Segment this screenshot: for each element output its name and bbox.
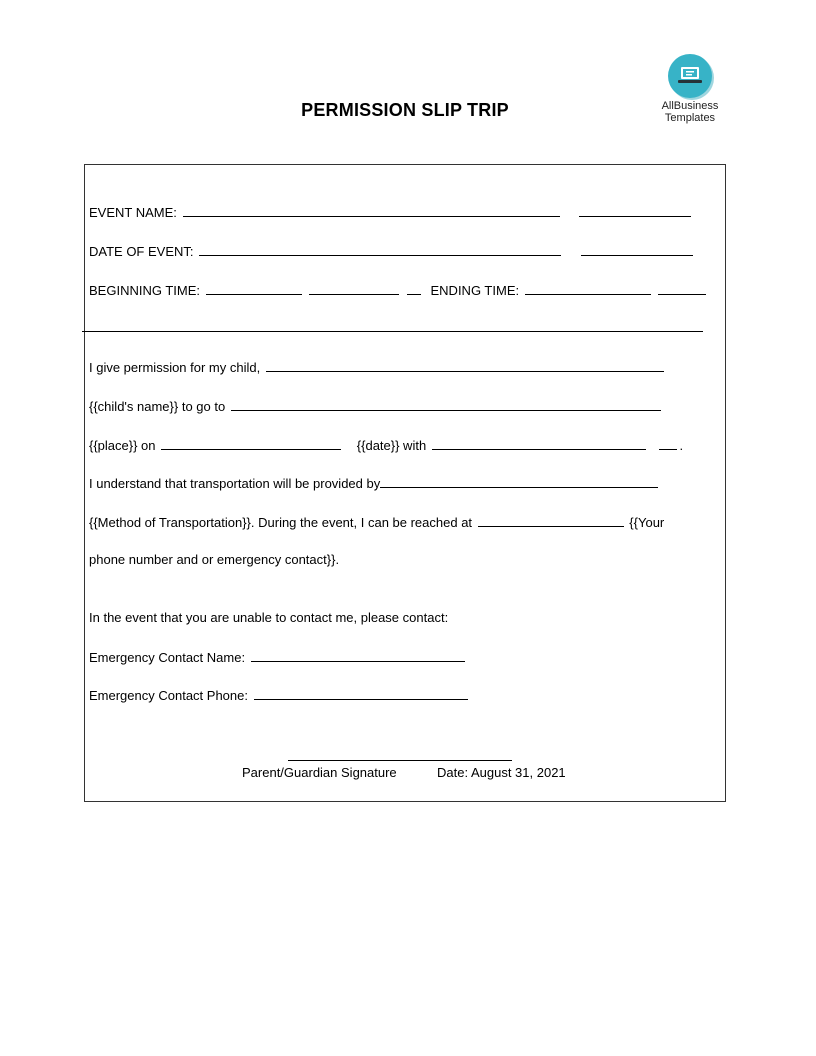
section-divider bbox=[82, 331, 703, 332]
emergency-name-input[interactable] bbox=[251, 649, 465, 662]
date-with-label: {{date}} with bbox=[356, 438, 427, 453]
date-of-event-row bbox=[89, 243, 695, 260]
date-of-event-label: DATE OF EVENT: bbox=[89, 244, 194, 259]
beginning-time-input[interactable] bbox=[206, 282, 302, 295]
permission-row bbox=[89, 359, 666, 376]
event-name-label: EVENT NAME: bbox=[89, 205, 177, 220]
permission-label: I give permission for my child, bbox=[89, 360, 261, 375]
emergency-name-row bbox=[89, 649, 467, 666]
chaperone-input[interactable] bbox=[432, 437, 646, 450]
signature-date: Date: August 31, 2021 bbox=[437, 765, 566, 780]
time-row bbox=[89, 282, 708, 299]
child-name-row bbox=[89, 398, 663, 415]
emergency-phone-label: Emergency Contact Phone: bbox=[89, 688, 248, 703]
your-text: {{Your bbox=[629, 515, 665, 530]
child-name-label: {{child's name}} to go to bbox=[89, 399, 226, 414]
signature-line[interactable] bbox=[288, 760, 512, 761]
transportation-input[interactable] bbox=[380, 475, 658, 488]
date-of-event-extra-input[interactable] bbox=[581, 243, 693, 256]
emergency-name-label: Emergency Contact Name: bbox=[89, 650, 246, 665]
emergency-intro-row bbox=[89, 610, 448, 626]
beginning-time-extra-input[interactable] bbox=[309, 282, 399, 295]
emergency-intro: In the event that you are unable to contact me, please contact: bbox=[89, 610, 449, 625]
page-title: PERMISSION SLIP TRIP bbox=[301, 100, 509, 120]
emergency-phone-input[interactable] bbox=[254, 687, 468, 700]
event-name-row bbox=[89, 204, 693, 221]
logo-text-line2: Templates bbox=[664, 112, 716, 124]
logo-badge bbox=[668, 54, 712, 98]
emergency-phone-row bbox=[89, 687, 470, 704]
event-name-extra-input[interactable] bbox=[579, 204, 691, 217]
destination-input[interactable] bbox=[231, 398, 661, 411]
signature-label: Parent/Guardian Signature bbox=[242, 765, 397, 780]
beginning-time-short-input[interactable] bbox=[407, 282, 421, 295]
logo-text-line1: AllBusiness bbox=[661, 100, 719, 112]
ending-time-label: ENDING TIME: bbox=[430, 283, 520, 298]
transport-label: I understand that transportation will be provided by bbox=[89, 476, 381, 491]
phone-row bbox=[89, 552, 339, 568]
method-label: {{Method of Transportation}}. During the event, I can be reached at bbox=[89, 515, 473, 530]
period-text: . bbox=[679, 438, 684, 453]
company-logo bbox=[652, 54, 728, 124]
child-name-input[interactable] bbox=[266, 359, 664, 372]
ending-time-extra-input[interactable] bbox=[658, 282, 706, 295]
phone-text: phone number and or emergency contact}}. bbox=[89, 552, 340, 567]
beginning-time-label: BEGINNING TIME: bbox=[89, 283, 200, 298]
place-on-label: {{place}} on bbox=[89, 438, 156, 453]
event-name-input[interactable] bbox=[183, 204, 560, 217]
reach-contact-input[interactable] bbox=[478, 514, 624, 527]
place-date-row bbox=[89, 437, 683, 454]
trip-date-input[interactable] bbox=[161, 437, 341, 450]
date-of-event-input[interactable] bbox=[199, 243, 561, 256]
method-row bbox=[89, 514, 664, 531]
laptop-icon bbox=[677, 64, 703, 86]
transport-row bbox=[89, 475, 660, 492]
ending-time-input[interactable] bbox=[525, 282, 651, 295]
chaperone-extra-input[interactable] bbox=[659, 437, 677, 450]
